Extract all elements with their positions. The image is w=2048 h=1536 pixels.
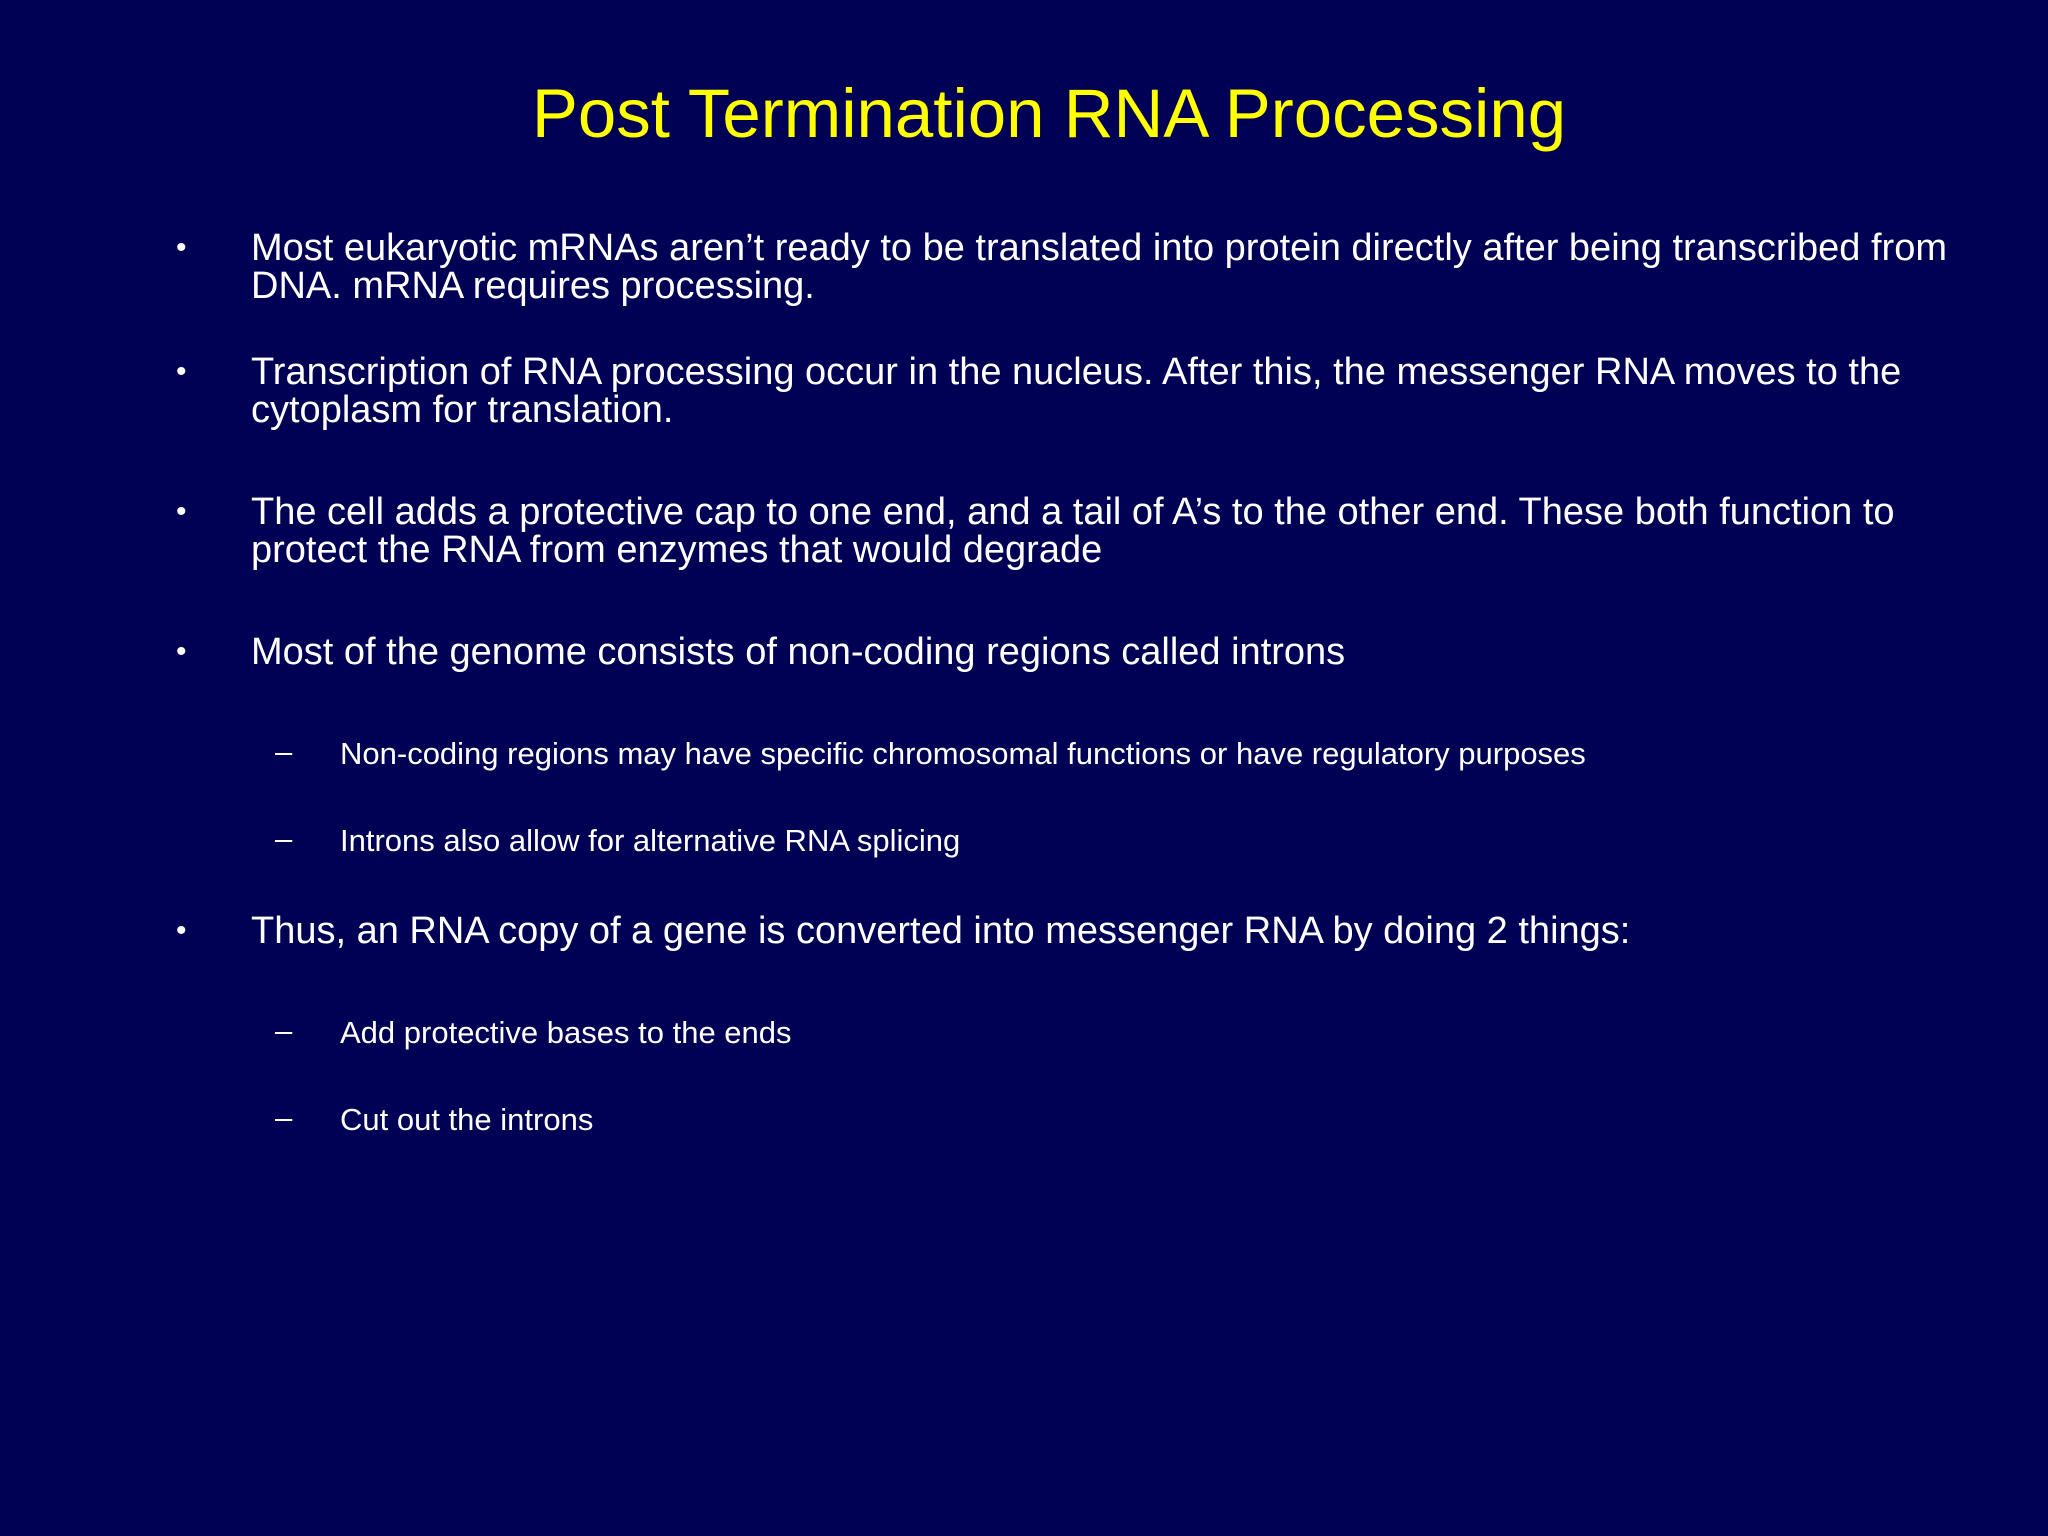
sub-bullet-text: Cut out the introns <box>340 1102 594 1137</box>
sub-bullet-text: Add protective bases to the ends <box>340 1015 792 1050</box>
dash-icon: – <box>275 734 293 769</box>
sub-bullet-text: Introns also allow for alternative RNA splicing <box>340 823 961 858</box>
slide-title: Post Termination RNA Processing <box>531 75 1567 152</box>
dash-icon: – <box>275 1100 293 1135</box>
bullet-text: Thus, an RNA copy of a gene is converted into messenger RNA by doing 2 things: <box>251 910 1631 952</box>
bullet-icon: • <box>176 231 187 264</box>
bullet-text: Most of the genome consists of non-coding regions called introns <box>251 631 1346 673</box>
bullet-text: The cell adds a protective cap to one end, and a tail of A’s to the other end. These both function to protect the RNA from enzymes that would degrade <box>251 491 1895 571</box>
bullet-text: Transcription of RNA processing occur in the nucleus. After this, the messenger RNA moves to the cytoplasm for translation. <box>251 351 1902 431</box>
dash-icon: – <box>275 1013 293 1048</box>
sub-bullet-text: Non-coding regions may have specific chromosomal functions or have regulatory purposes <box>340 736 1586 771</box>
bullet-icon: • <box>176 635 187 668</box>
bullet-icon: • <box>176 495 187 528</box>
dash-icon: – <box>275 821 293 856</box>
bullet-icon: • <box>176 355 187 388</box>
bullet-text: Most eukaryotic mRNAs aren’t ready to be translated into protein directly after being transcribed from DNA. mRNA requires processing. <box>251 227 1947 307</box>
bullet-icon: • <box>176 914 187 947</box>
